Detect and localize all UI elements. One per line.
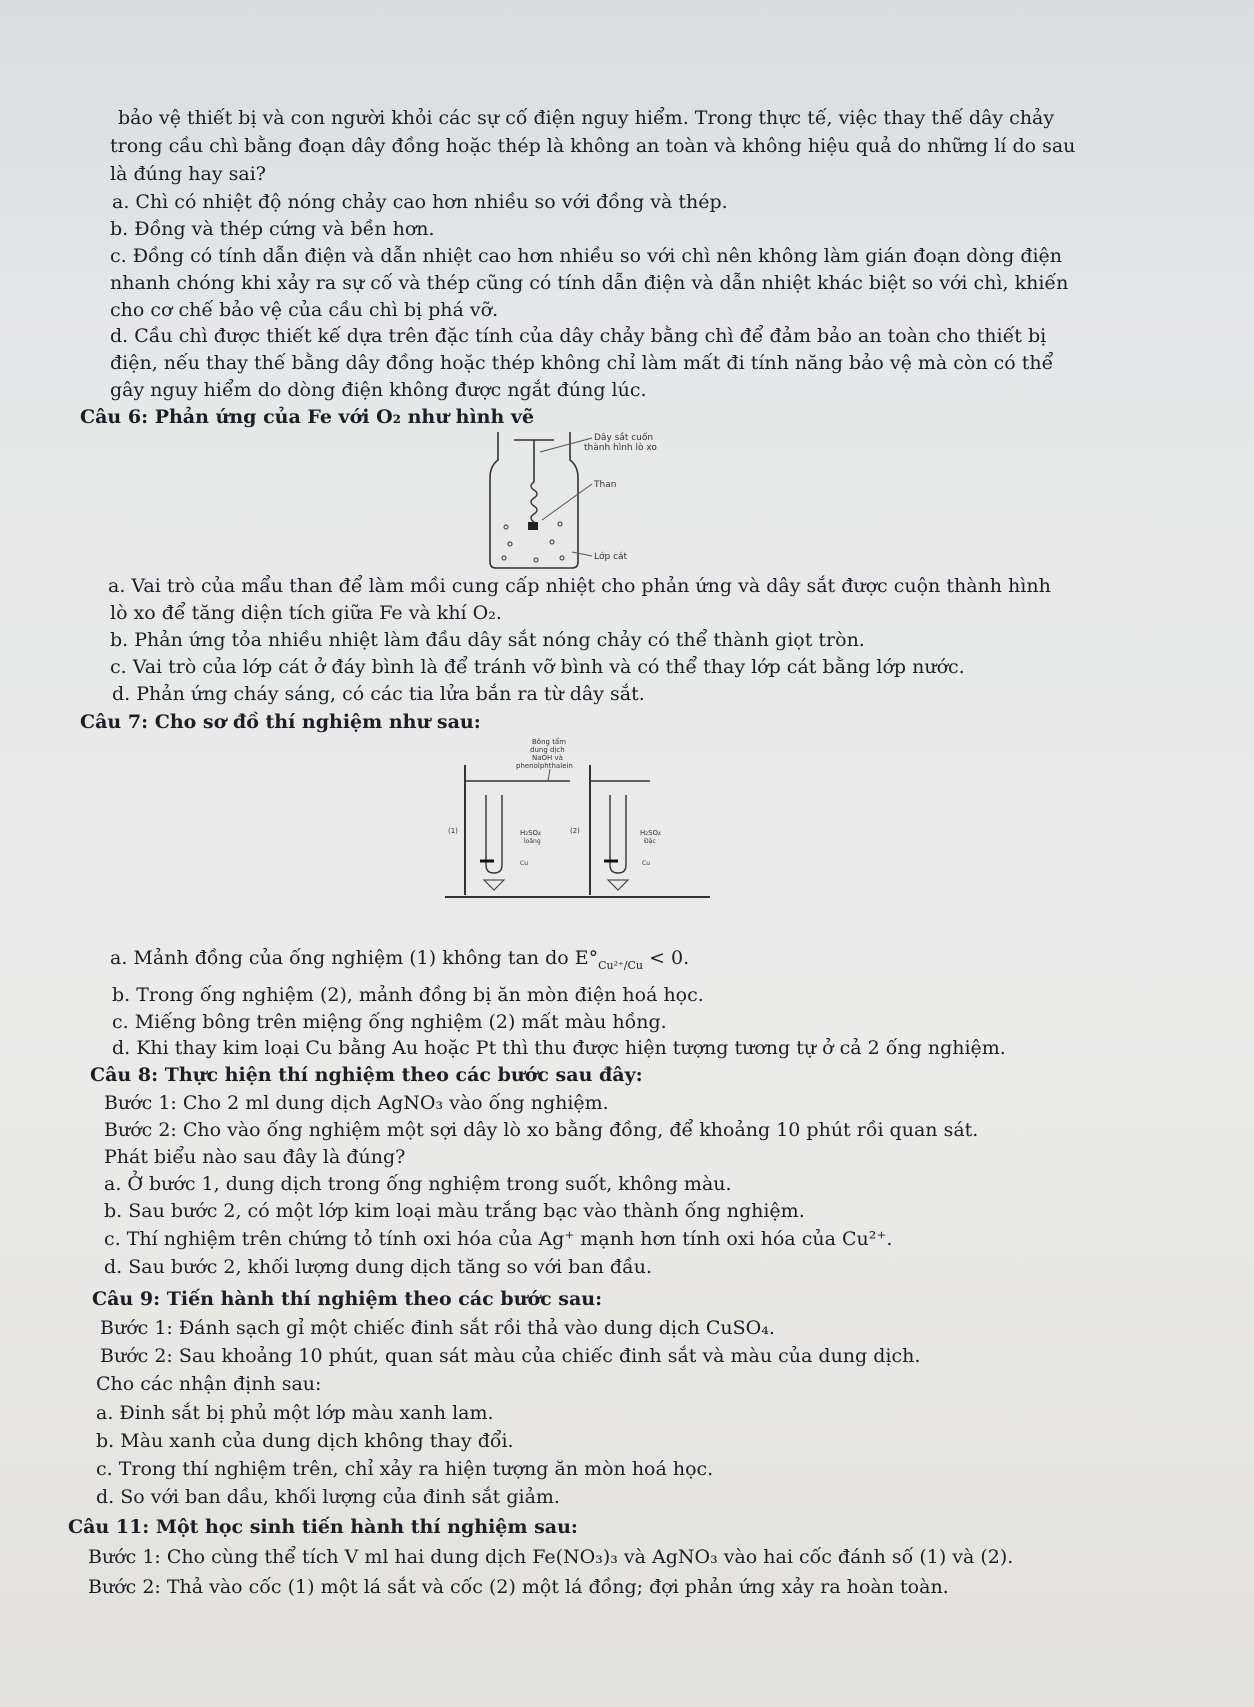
q7-option-a: a. Mảnh đồng của ống nghiệm (1) không tan do $E^\circ_{Cu^{2+}/Cu} < 0$. xyxy=(110,947,690,972)
q7-testtube-figure xyxy=(440,735,740,905)
label-acid-1b: loãng xyxy=(524,838,541,845)
q11-step-2: Bước 2: Thả vào cốc (1) một lá sắt và cốc (2) một lá đồng; đợi phản ứng xảy ra hoàn toàn. xyxy=(88,1576,949,1598)
q7-title: Câu 7: Cho sơ đồ thí nghiệm như sau: xyxy=(80,711,481,733)
q8-option-a: a. Ở bước 1, dung dịch trong ống nghiệm trong suốt, không màu. xyxy=(104,1173,732,1195)
q9-step-2: Bước 2: Sau khoảng 10 phút, quan sát màu của chiếc đinh sắt và màu của dung dịch. xyxy=(100,1345,921,1367)
intro-option-d1: d. Cầu chì được thiết kế dựa trên đặc tính của dây chảy bằng chì để đảm bảo an toàn cho thiết bị xyxy=(110,325,1047,347)
q8-option-b: b. Sau bước 2, có một lớp kim loại màu trắng bạc vào thành ống nghiệm. xyxy=(104,1200,805,1222)
label-sand: Lớp cát xyxy=(594,552,628,562)
q7-option-d: d. Khi thay kim loại Cu bằng Au hoặc Pt thì thu được hiện tượng tương tự ở cả 2 ống nghiệm. xyxy=(112,1037,1006,1059)
q9-prompt: Cho các nhận định sau: xyxy=(96,1373,322,1395)
q8-prompt: Phát biểu nào sau đây là đúng? xyxy=(104,1146,406,1168)
label-cotton-4: phenolphthalein xyxy=(516,762,573,770)
intro-option-a: a. Chì có nhiệt độ nóng chảy cao hơn nhiều so với đồng và thép. xyxy=(112,191,728,213)
intro-line-1: bảo vệ thiết bị và con người khỏi các sự cố điện nguy hiểm. Trong thực tế, việc thay thế dây chảy xyxy=(118,107,1055,129)
label-tube-1: (1) xyxy=(448,827,458,835)
q6-title: Câu 6: Phản ứng của Fe với O₂ như hình vẽ xyxy=(80,406,535,428)
label-acid-1: H₂SO₄ xyxy=(520,829,541,837)
q7-potential-symbol: E° xyxy=(574,947,599,969)
q11-step-1: Bước 1: Cho cùng thể tích V ml hai dung dịch Fe(NO₃)₃ và AgNO₃ vào hai cốc đánh số (1) và (2). xyxy=(88,1546,1014,1568)
coal-piece xyxy=(528,522,538,530)
q6-option-c: c. Vai trò của lớp cát ở đáy bình là để tránh vỡ bình và có thể thay lớp cát bằng lớp nước. xyxy=(110,656,965,678)
label-cu-1: Cu xyxy=(520,860,528,867)
q6-option-b: b. Phản ứng tỏa nhiều nhiệt làm đầu dây sắt nóng chảy có thể thành giọt tròn. xyxy=(110,629,865,651)
label-cotton-1: Bông tẩm xyxy=(532,738,567,746)
label-cu-2: Cu xyxy=(642,860,650,867)
q9-step-1: Bước 1: Đánh sạch gỉ một chiếc đinh sắt rồi thả vào dung dịch CuSO₄. xyxy=(100,1317,775,1339)
q6-option-a2: lò xo để tăng diện tích giữa Fe và khí O₂. xyxy=(110,602,502,624)
label-iron-wire-2: thành hình lò xo xyxy=(584,443,657,453)
q6-flask-figure xyxy=(480,432,720,572)
intro-line-3: là đúng hay sai? xyxy=(110,163,266,185)
q8-step-1: Bước 1: Cho 2 ml dung dịch AgNO₃ vào ống nghiệm. xyxy=(104,1092,609,1114)
label-iron-wire-1: Dây sắt cuốn xyxy=(594,433,654,443)
q6-option-d: d. Phản ứng cháy sáng, có các tia lửa bắn ra từ dây sắt. xyxy=(112,683,645,705)
label-cotton-2: dung dịch xyxy=(530,746,565,754)
iron-coil xyxy=(531,482,537,522)
q7-potential-subscript: Cu²⁺/Cu xyxy=(598,958,644,972)
q6-option-a1: a. Vai trò của mẩu than để làm mồi cung cấp nhiệt cho phản ứng và dây sắt được cuộn thành hình xyxy=(108,575,1051,597)
label-acid-2: H₂SO₄ xyxy=(640,829,661,837)
intro-option-c2: nhanh chóng khi xảy ra sự cố và thép cũng có tính dẫn điện và dẫn nhiệt khác biệt so với chì, khiến xyxy=(110,272,1069,294)
label-coal: Than xyxy=(594,480,617,490)
q9-option-a: a. Đinh sắt bị phủ một lớp màu xanh lam. xyxy=(96,1402,494,1424)
q9-option-c: c. Trong thí nghiệm trên, chỉ xảy ra hiện tượng ăn mòn hoá học. xyxy=(96,1458,714,1480)
intro-line-2: trong cầu chì bằng đoạn dây đồng hoặc thép là không an toàn và không hiệu quả do những lí do sau xyxy=(110,135,1076,157)
q9-option-b: b. Màu xanh của dung dịch không thay đổi. xyxy=(96,1430,514,1452)
intro-option-c3: cho cơ chế bảo vệ của cầu chì bị phá vỡ. xyxy=(110,299,499,321)
q9-option-d: d. So với ban dầu, khối lượng của đinh sắt giảm. xyxy=(96,1486,560,1508)
label-cotton-3: NaOH và xyxy=(532,754,563,762)
q7-option-b: b. Trong ống nghiệm (2), mảnh đồng bị ăn mòn điện hoá học. xyxy=(112,984,704,1006)
q11-title: Câu 11: Một học sinh tiến hành thí nghiệm sau: xyxy=(68,1516,578,1538)
intro-option-c1: c. Đồng có tính dẫn điện và dẫn nhiệt cao hơn nhiều so với chì nên không làm gián đoạn dòng điện xyxy=(110,245,1063,267)
q8-option-d: d. Sau bước 2, khối lượng dung dịch tăng so với ban đầu. xyxy=(104,1256,652,1278)
intro-option-d2: điện, nếu thay thế bằng dây đồng hoặc thép không chỉ làm mất đi tính năng bảo vệ mà còn có thể xyxy=(110,352,1054,374)
q8-step-2: Bước 2: Cho vào ống nghiệm một sợi dây lò xo bằng đồng, để khoảng 10 phút rồi quan sát. xyxy=(104,1119,979,1141)
q9-title: Câu 9: Tiến hành thí nghiệm theo các bước sau: xyxy=(92,1288,603,1310)
label-acid-2b: Đặc xyxy=(644,838,656,845)
q7-option-c: c. Miếng bông trên miệng ống nghiệm (2) mất màu hồng. xyxy=(112,1011,667,1033)
label-tube-2: (2) xyxy=(570,827,580,835)
q8-option-c: c. Thí nghiệm trên chứng tỏ tính oxi hóa của Ag⁺ mạnh hơn tính oxi hóa của Cu²⁺. xyxy=(104,1228,893,1250)
intro-option-d3: gây nguy hiểm do dòng điện không được ngắt đúng lúc. xyxy=(110,379,647,401)
q8-title: Câu 8: Thực hiện thí nghiệm theo các bước sau đây: xyxy=(90,1064,643,1086)
intro-option-b: b. Đồng và thép cứng và bền hơn. xyxy=(110,218,435,240)
